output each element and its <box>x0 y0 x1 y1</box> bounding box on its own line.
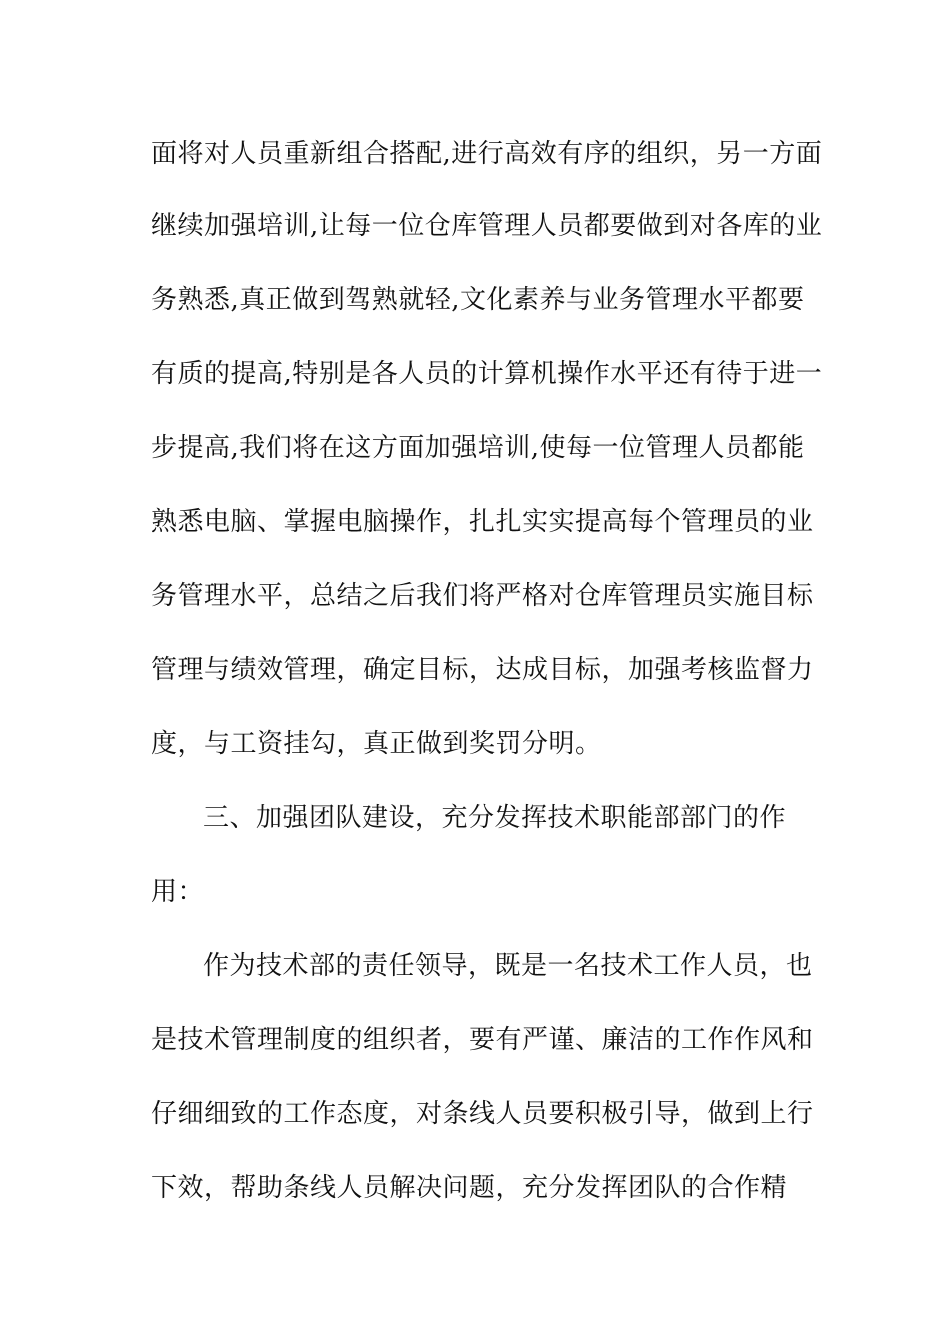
body-text-line-6: 熟悉电脑、掌握电脑操作，扎扎实实提高每个管理员的业 <box>151 507 814 537</box>
body-text-line-1: 面将对人员重新组合搭配,进行高效有序的组织，另一方面 <box>151 139 823 169</box>
body-text-line-7: 务管理水平，总结之后我们将严格对仓库管理员实施目标 <box>151 581 814 611</box>
body-text-line-4: 有质的提高,特别是各人员的计算机操作水平还有待于进一 <box>151 359 823 389</box>
body-text-line-3: 务熟悉,真正做到驾熟就轻,文化素养与业务管理水平都要 <box>151 285 805 315</box>
body-text-line-8: 管理与绩效管理，确定目标，达成目标，加强考核监督力 <box>151 655 814 685</box>
paragraph-line-4: 下效，帮助条线人员解决问题，充分发挥团队的合作精 <box>151 1173 788 1203</box>
paragraph-line-2: 是技术管理制度的组织者，要有严谨、廉洁的工作作风和 <box>151 1025 814 1055</box>
paragraph-line-3: 仔细细致的工作态度，对条线人员要积极引导，做到上行 <box>151 1099 814 1129</box>
body-text-line-5: 步提高,我们将在这方面加强培训,使每一位管理人员都能 <box>151 433 805 463</box>
body-text-line-9: 度，与工资挂勾，真正做到奖罚分明。 <box>151 729 602 759</box>
paragraph-line-1: 作为技术部的责任领导，既是一名技术工作人员，也 <box>203 951 813 981</box>
body-text-line-2: 继续加强培训,让每一位仓库管理人员都要做到对各库的业 <box>151 211 823 241</box>
section-heading-line-1: 三、加强团队建设，充分发挥技术职能部部门的作 <box>203 803 787 833</box>
section-heading-line-2: 用： <box>151 877 205 907</box>
